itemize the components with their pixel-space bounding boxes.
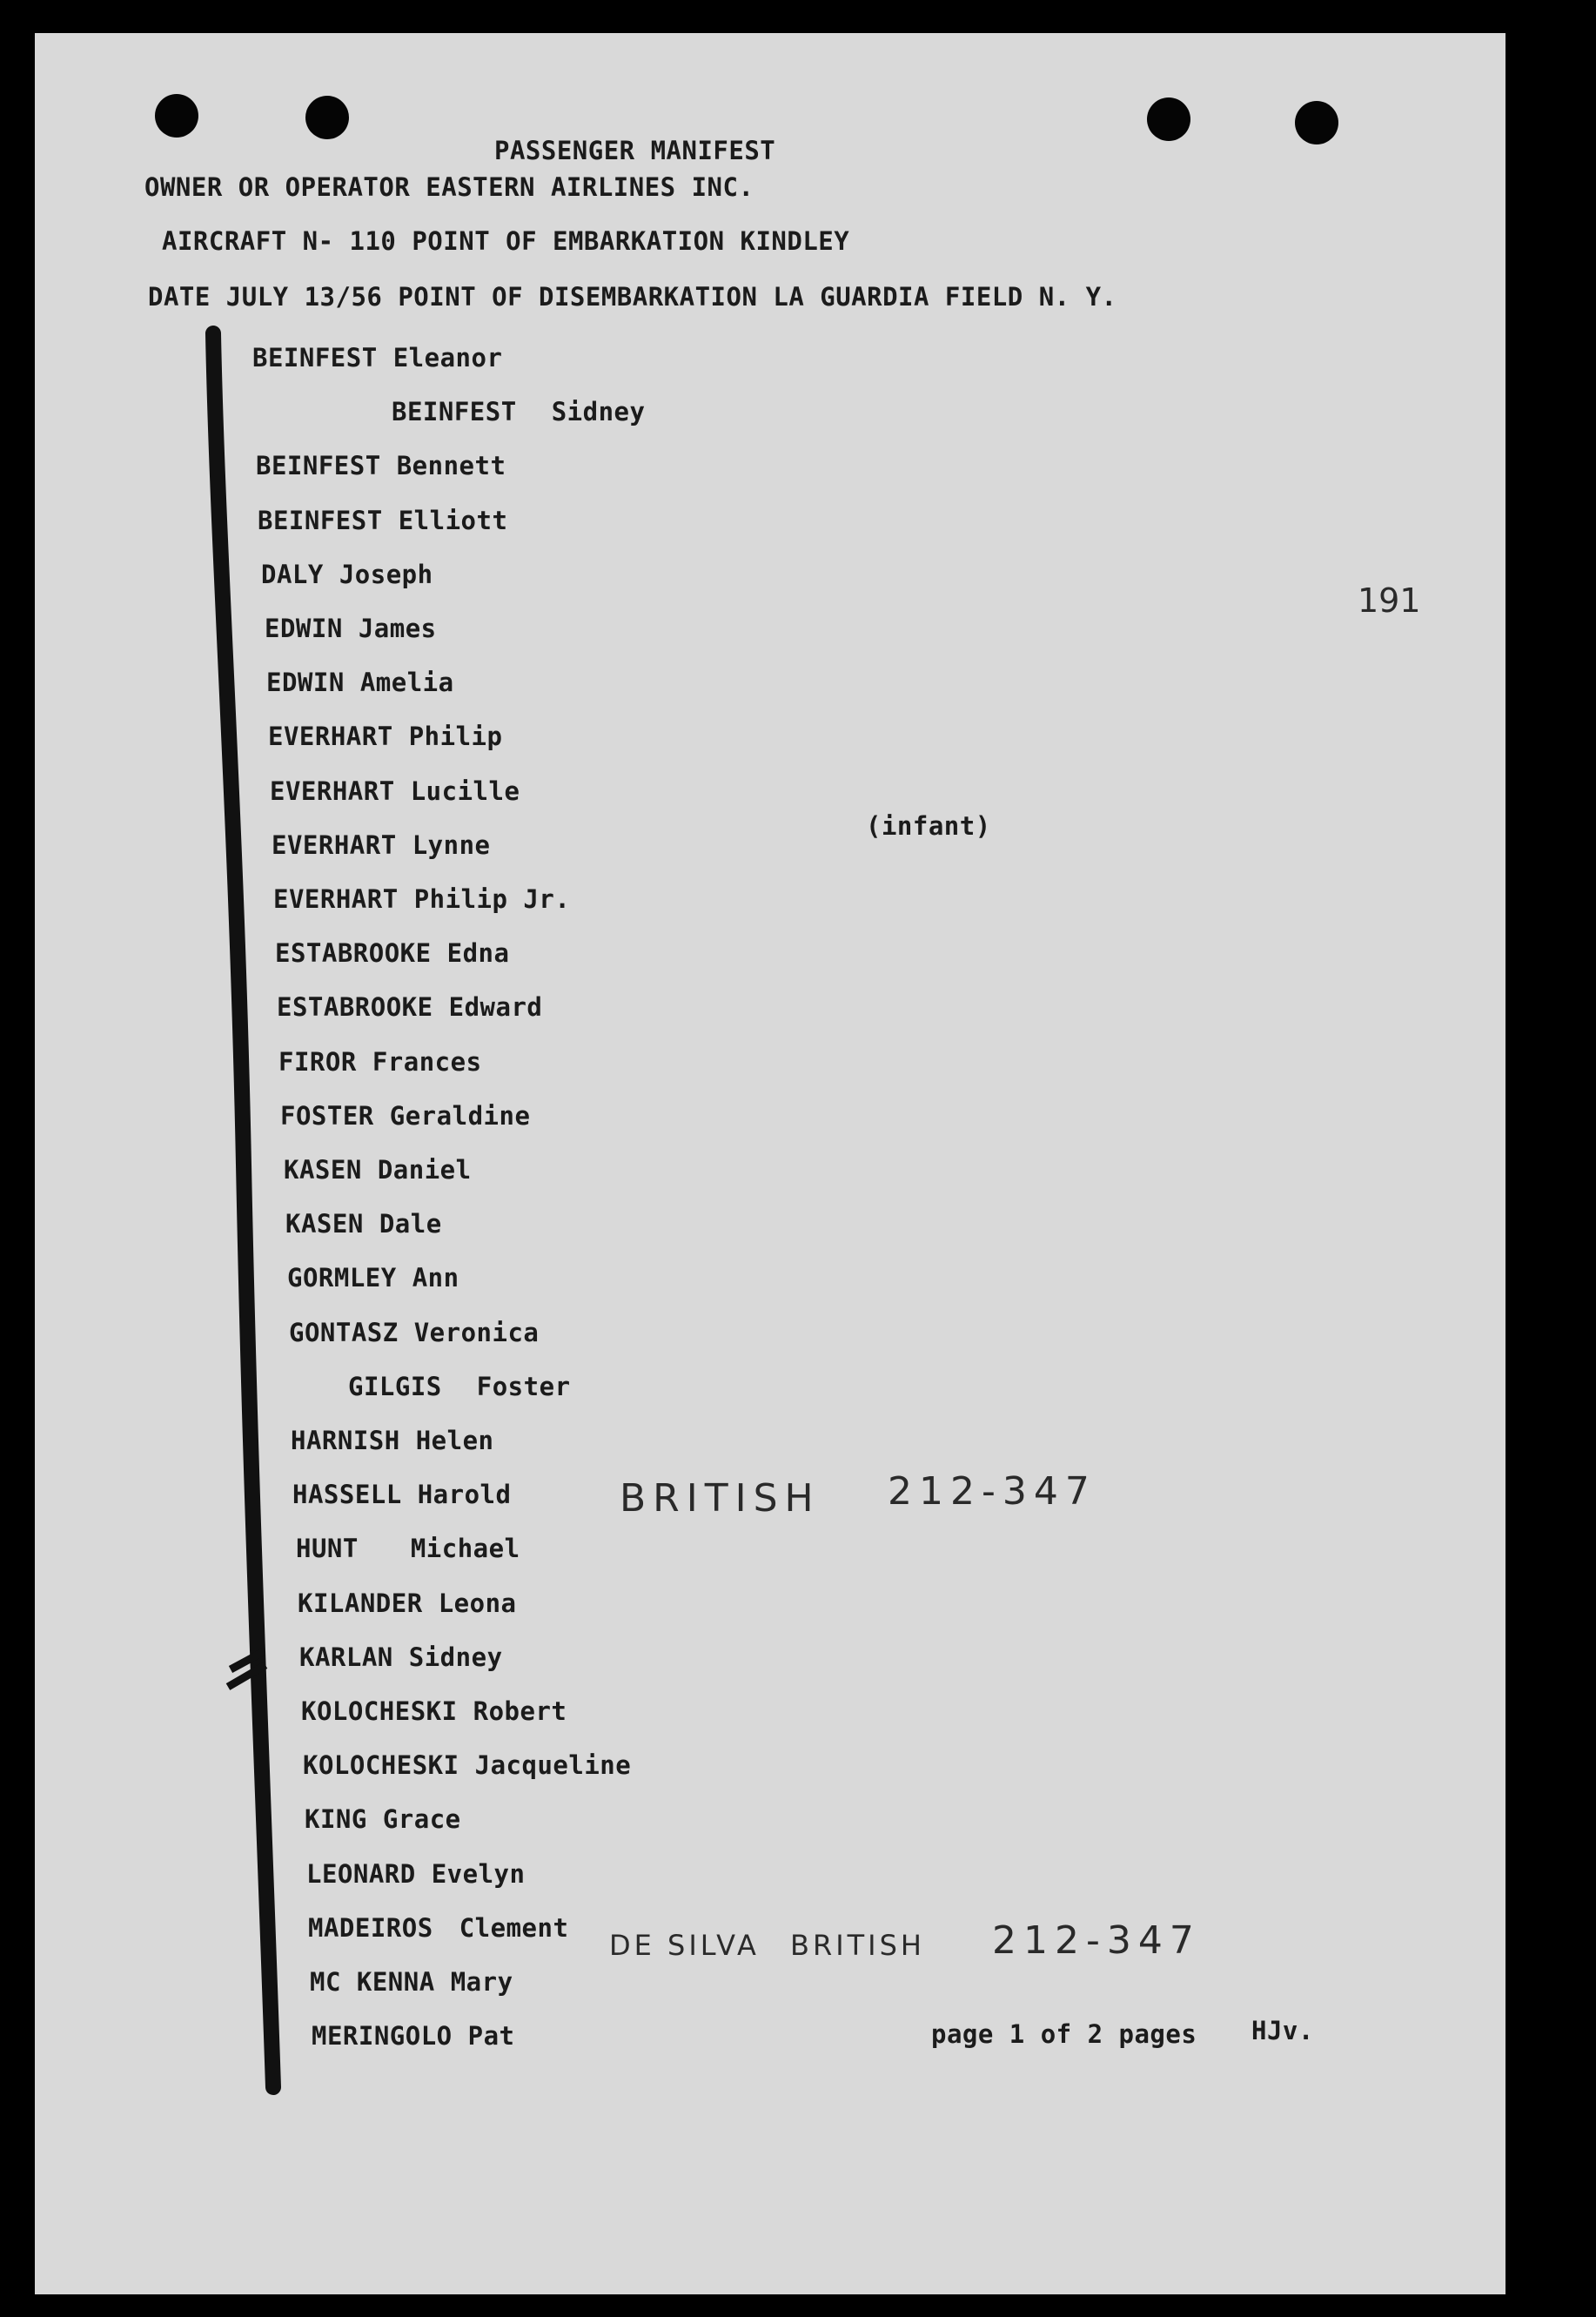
passenger-row [268,722,502,751]
passenger-row [275,938,509,968]
passenger-surname: GILGIS [348,1371,442,1401]
page-count: page 1 of 2 pages [931,2019,1197,2049]
passenger-given-name: Helen [415,1426,494,1455]
passenger-row [285,1209,442,1239]
passenger-row [266,668,454,697]
handwritten-number: 212-347 [888,1469,1096,1514]
passenger-row [296,1534,520,1563]
passenger-given-name: Pat [467,2021,515,2052]
passenger-surname: EVERHART [272,829,397,860]
passenger-row [261,560,433,589]
passenger-surname: EVERHART [270,776,395,806]
handwritten-surname-addition: DE SILVA [609,1929,760,1962]
passenger-row [289,1318,539,1347]
passenger-row [284,1155,472,1185]
passenger-row [265,614,437,643]
passenger-given-name: Leona [438,1588,517,1618]
passenger-surname: HARNISH [291,1426,400,1455]
passenger-surname: FOSTER [280,1100,374,1131]
passenger-surname: KASEN [284,1155,362,1185]
passenger-given-name: Lucille [410,776,520,806]
passenger-surname: KOLOCHESKI [303,1750,459,1781]
passenger-given-name: Veronica [413,1317,540,1347]
passenger-given-name: Foster [476,1371,571,1401]
passenger-row [298,1588,517,1618]
passenger-surname: KARLAN [299,1642,393,1672]
passenger-given-name: Daniel [377,1155,472,1185]
passenger-surname: ESTABROOKE [275,938,432,969]
passenger-surname: DALY [261,559,324,589]
passenger-given-name: Dale [379,1209,442,1239]
passenger-row [310,1967,513,1997]
passenger-given-name: Philip [408,722,503,752]
manifest-page [35,33,1505,2294]
passenger-given-name: Elliott [398,505,508,535]
passenger-surname: MC KENNA [310,1967,435,1997]
passenger-row [272,830,491,860]
passenger-given-name: Grace [382,1804,461,1835]
passenger-row [258,506,507,535]
passenger-note: (infant) [866,810,991,841]
handwritten-number: 212-347 [992,1918,1201,1963]
passenger-given-name: Bennett [396,451,506,481]
passenger-surname: BEINFEST [392,397,517,427]
passenger-row [280,1101,530,1131]
passenger-row [392,397,645,426]
passenger-row [308,1913,568,1943]
passenger-given-name: Clement [459,1912,569,1943]
clerk-initials: HJv. [1251,2016,1314,2045]
passenger-surname: LEONARD [306,1858,416,1889]
passenger-surname: EDWIN [265,614,343,643]
passenger-given-name: Frances [372,1046,482,1077]
passenger-surname: KASEN [285,1209,364,1239]
passenger-surname: KILANDER [298,1588,423,1618]
passenger-row [299,1642,503,1672]
passenger-row [292,1480,511,1509]
passenger-surname: KING [305,1804,367,1835]
passenger-given-name: Jacqueline [474,1750,632,1781]
passenger-given-name: Robert [473,1696,567,1726]
passenger-given-name: Eleanor [392,343,503,373]
passenger-row [303,1750,631,1780]
passenger-given-name: Joseph [339,559,433,589]
passenger-row [252,343,502,373]
passenger-surname: FIROR [278,1046,357,1077]
passenger-row [306,1859,525,1889]
passenger-given-name: Mary [450,1967,513,1997]
passenger-surname: ESTABROOKE [277,992,433,1023]
passenger-surname: EDWIN [266,668,345,698]
passenger-row [291,1426,494,1455]
passenger-surname: EVERHART [268,722,393,752]
passenger-surname: HUNT [296,1534,359,1564]
passenger-surname: KOLOCHESKI [301,1696,458,1726]
passenger-surname: BEINFEST [256,451,381,481]
passenger-row [273,884,570,914]
passenger-row [278,1047,482,1077]
aircraft-line: AIRCRAFT N- 110 POINT OF EMBARKATION KINDLEY [162,226,850,256]
passenger-given-name: Geraldine [389,1100,531,1131]
passenger-given-name: Sidney [551,397,646,427]
passenger-surname: BEINFEST [252,343,378,373]
owner-line: OWNER OR OPERATOR EASTERN AIRLINES INC. [144,172,754,202]
passenger-surname: BEINFEST [258,505,383,535]
passenger-given-name: Edward [448,992,543,1023]
passenger-given-name: Sidney [408,1642,503,1672]
passenger-row [270,776,520,806]
date-line: DATE JULY 13/56 POINT OF DISEMBARKATION LA GUARDIA FIELD N. Y. [148,282,1117,312]
passenger-given-name: Amelia [359,668,454,698]
passenger-row [312,2021,515,2051]
passenger-given-name: Ann [412,1263,459,1293]
passenger-row [277,992,542,1022]
passenger-row [256,451,506,480]
passenger-given-name: Lynne [412,829,491,860]
passenger-given-name: Harold [417,1480,512,1510]
manifest-title: PASSENGER MANIFEST [494,136,776,165]
passenger-surname: GONTASZ [289,1317,399,1347]
passenger-row [301,1696,567,1726]
handwritten-nationality: BRITISH [790,1929,925,1962]
page-stamp-number: 191 [1358,581,1421,620]
passenger-row [305,1804,461,1834]
handwritten-nationality: BRITISH [620,1476,821,1521]
passenger-given-name: Edna [446,938,510,969]
passenger-surname: HASSELL [292,1480,402,1510]
passenger-row [348,1372,571,1401]
passenger-given-name: James [358,614,437,643]
passenger-row [287,1263,459,1293]
passenger-given-name: Evelyn [431,1858,526,1889]
passenger-surname: MERINGOLO [312,2021,453,2052]
passenger-given-name: Philip Jr. [413,884,571,914]
passenger-surname: GORMLEY [287,1263,397,1293]
passenger-given-name: Michael [410,1534,520,1564]
passenger-surname: MADEIROS [308,1912,433,1943]
passenger-surname: EVERHART [273,884,399,914]
